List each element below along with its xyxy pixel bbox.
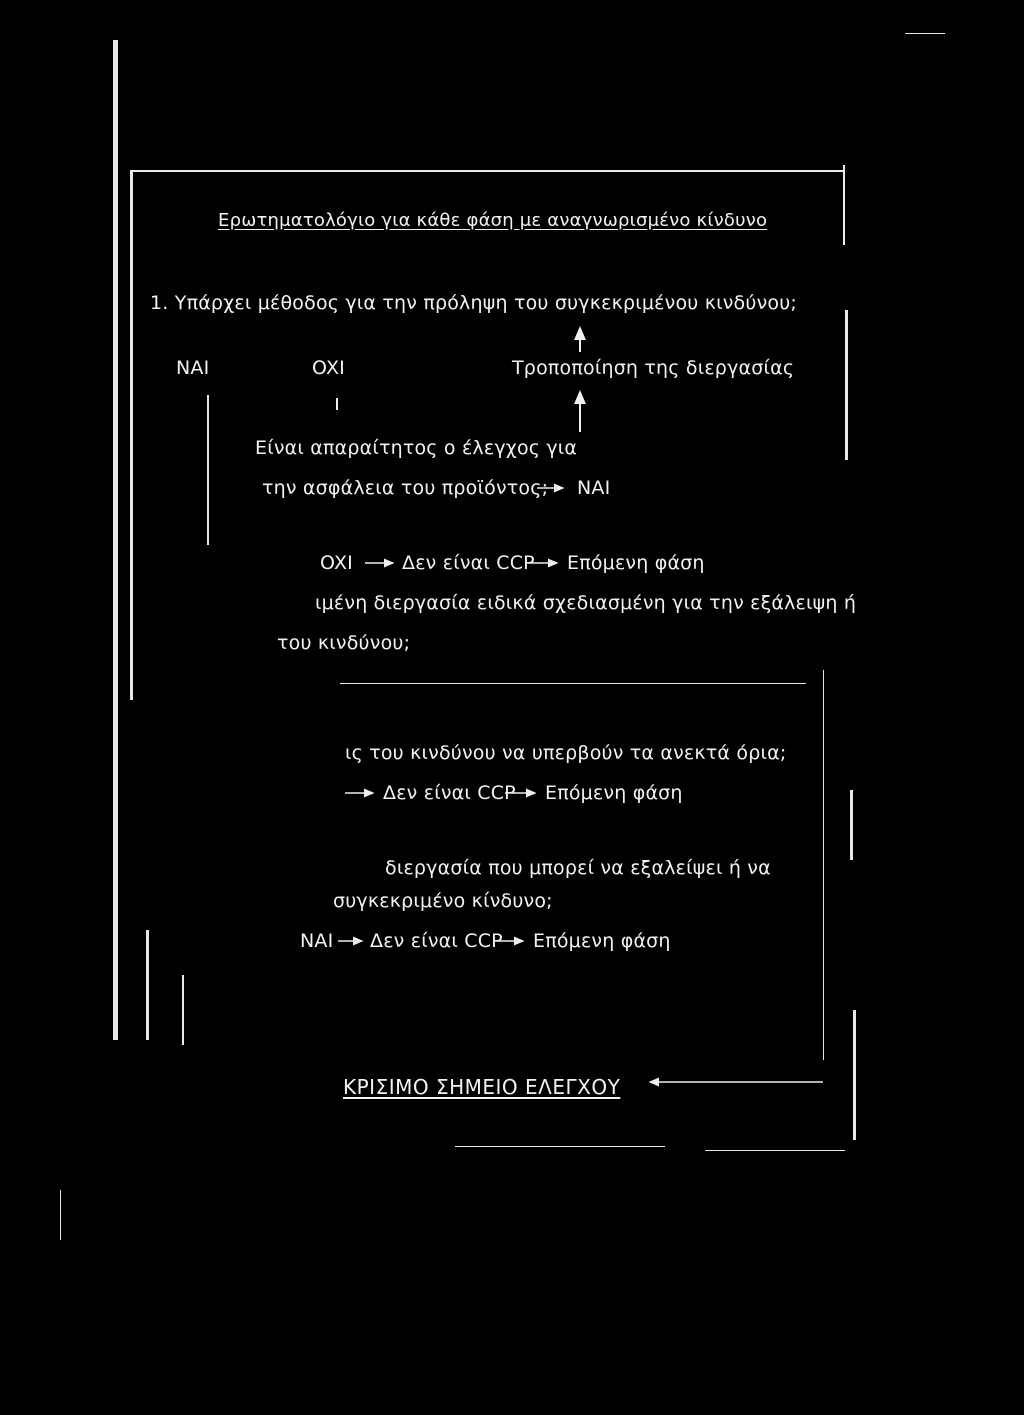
question-3-line1: ις του κινδύνου να υπερβούν τα ανεκτά όρια; [345, 742, 787, 764]
not-ccp-label-3: Δεν είναι CCP [383, 782, 516, 804]
not-ccp-label-4: Δεν είναι CCP [370, 930, 503, 952]
page-title: Ερωτηματολόγιο για κάθε φάση με αναγνωρισμένο κίνδυνο [218, 210, 768, 231]
q1-yes-label: NAI [176, 357, 210, 379]
not-ccp-label-1: Δεν είναι CCP [402, 552, 535, 574]
question-4-line2: συγκεκριμένο κίνδυνο; [333, 890, 553, 912]
q1-no-label: OXI [312, 357, 345, 379]
question-4-line1: διεργασία που μπορεί να εξαλείψει ή να [385, 857, 771, 879]
next-step-label-4: Επόμενη φάση [533, 930, 671, 952]
modify-process-label: Τροποποίηση της διεργασίας [512, 357, 795, 379]
ccp-label: ΚΡΙΣΙΜΟ ΣΗΜΕΙΟ ΕΛΕΓΧΟΥ [343, 1075, 621, 1099]
question-2-line1: ιμένη διεργασία ειδικά σχεδιασμένη για την εξάλειψη ή [315, 592, 857, 614]
control-question-line2: την ασφάλεια του προϊόντος; [262, 477, 549, 499]
next-step-label-3: Επόμενη φάση [545, 782, 683, 804]
question-1: 1. Υπάρχει μέθοδος για την πρόληψη του συγκεκριμένου κινδύνου; [150, 292, 798, 314]
control-question-line1: Είναι απαραίτητος ο έλεγχος για [255, 437, 578, 459]
control-yes-label: NAI [577, 477, 611, 499]
q4-yes-label: NAI [300, 930, 334, 952]
question-2-line2: του κινδύνου; [277, 632, 411, 654]
next-step-label-1: Επόμενη φάση [567, 552, 705, 574]
no2-label: OXI [320, 552, 353, 574]
